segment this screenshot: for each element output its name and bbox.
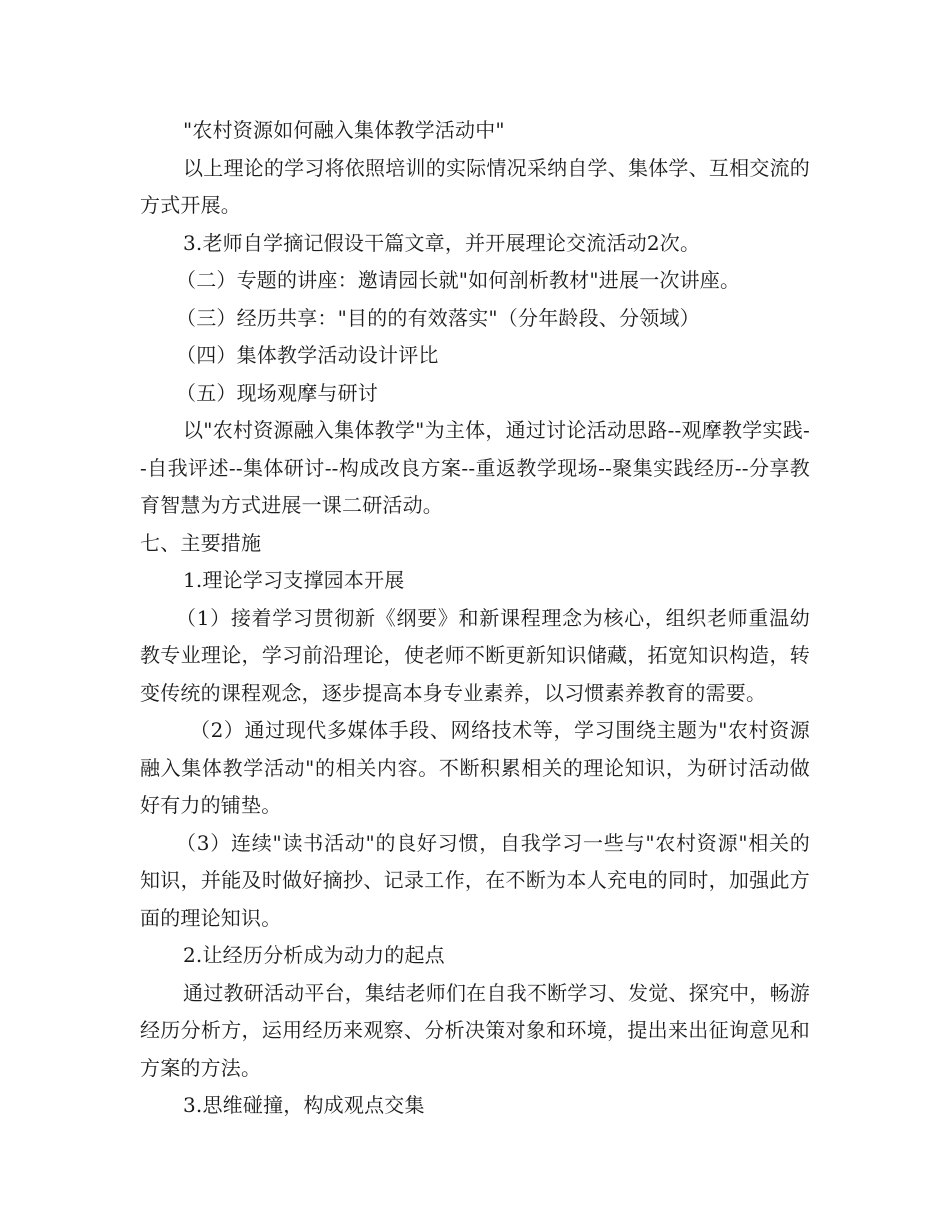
paragraph-research-platform: 通过教研活动平台，集结老师们在自我不断学习、发觉、探究中，畅游经历分析方，运用经历来观察、分析决策对象和环境，提出来出征询意见和方案的方法。	[140, 980, 810, 1080]
document-body	[140, 112, 810, 1125]
paragraph-study-method: 以上理论的学习将依照培训的实际情况采纳自学、集体学、互相交流的方式开展。	[140, 155, 810, 217]
paragraph-design-contest: （四）集体教学活动设计评比	[176, 343, 439, 367]
paragraph-self-study: 3.老师自学摘记假设干篇文章，并开展理论交流活动2次。	[183, 230, 701, 255]
subheading-thinking-collision: 3.思维碰撞，构成观点交集	[183, 1093, 425, 1117]
paragraph-item-1: （1）接着学习贯彻新《纲要》和新课程理念为核心，组织老师重温幼教专业理论，学习前沿理论，使老师不断更新知识储藏，拓宽知识构造，转变传统的课程观念，逐步提高本身专业素养，以习惯素养教育的需要。	[140, 605, 810, 705]
section-heading-main-measures: 七、主要措施	[140, 530, 262, 555]
paragraph-observation: （五）现场观摩与研讨	[176, 380, 378, 405]
paragraph-lecture: （二）专题的讲座：邀请园长就"如何剖析教材"进展一次讲座。	[176, 268, 741, 292]
paragraph-experience-sharing: （三）经历共享："目的的有效落实"（分年龄段、分领域）	[176, 305, 700, 330]
subheading-experience-analysis: 2.让经历分析成为动力的起点	[183, 943, 445, 967]
paragraph-quote-heading: "农村资源如何融入集体教学活动中"	[183, 118, 505, 142]
paragraph-one-lesson-two-research: 以"农村资源融入集体教学"为主体，通过讨论活动思路--观摩教学实践--自我评述--集体研讨--构成改良方案--重返教学现场--聚集实践经历--分享教育智慧为方式进展一课二研活动。	[140, 418, 810, 517]
paragraph-item-3: （3）连续"读书活动"的良好习惯，自我学习一些与"农村资源"相关的知识，并能及时做好摘抄、记录工作，在不断为本人充电的同时，加强此方面的理论知识。	[140, 830, 810, 930]
subheading-theory-study: 1.理论学习支撑园本开展	[183, 568, 405, 592]
paragraph-item-2: （2）通过现代多媒体手段、网络技术等，学习围绕主题为"农村资源融入集体教学活动"的相关内容。不断积累相关的理论知识，为研讨活动做好有力的铺垫。	[140, 718, 810, 817]
